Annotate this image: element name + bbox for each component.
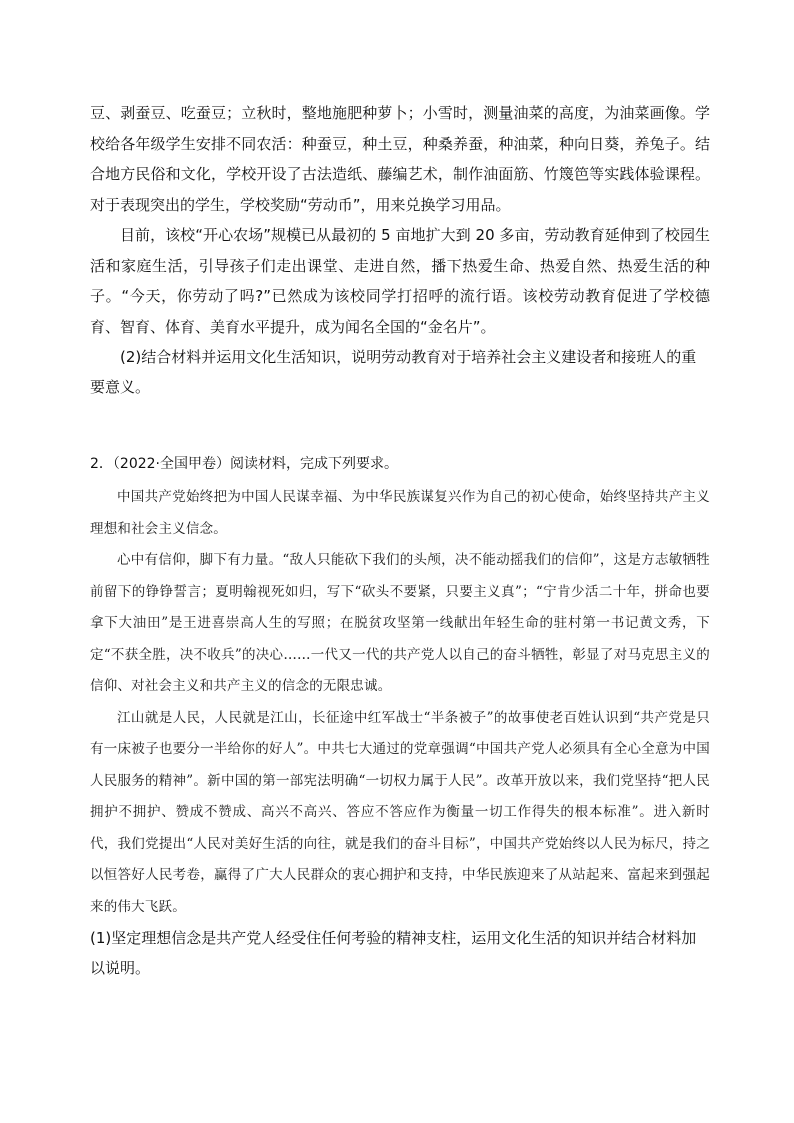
question-1-prompt: (1)坚定理想信念是共产党人经受住任何考验的精神支柱，运用文化生活的知识并结合材料加以说明。 bbox=[90, 929, 697, 977]
quote-paragraph-3: 江山就是人民，人民就是江山，长征途中红军战士“半条被子”的故事使老百姓认识到“共产党是只有一床被子也要分一半给你的好人”。中共七大通过的党章强调“中国共产党人必须具有全心全意为中国人民服务的精神”。新中国的第一部宪法明确“一切权力属于人民”。改革开放以来，我们党坚持“把人民拥护不拥护、赞成不赞成、高兴不高兴、答应不答应作为衡量一切工作得失的根本标准”。进入新时代，我们党提出“人民对美好生活的向往，就是我们的奋斗目标”，中国共产党始终以人民为标尺，持之以恒答好人民考卷，赢得了广大人民群众的衷心拥护和支持，中华民族迎来了从站起来、富起来到强起来的伟大飞跃。 bbox=[90, 709, 710, 915]
material-paragraph-1: 豆、剥蚕豆、吃蚕豆；立秋时，整地施肥种萝卜；小雪时，测量油菜的高度，为油菜画像。学校给各年级学生安排不同农活：种蚕豆，种土豆，种桑养蚕，种油菜，种向日葵，养兔子。结合地方民俗和文化，学校开设了古法造纸、藤编艺术，制作油面筋、竹篾笆等实践体验课程。对于表现突出的学生，学校奖励“劳动币”，用来兑换学习用品。 bbox=[90, 104, 710, 214]
quote-paragraph-2: 心中有信仰，脚下有力量。“敌人只能砍下我们的头颅，决不能动摇我们的信仰”，这是方志敏牺牲前留下的铮铮誓言；夏明翰视死如归，写下“砍头不要紧，只要主义真”；“宁肯少活二十年，拼命也要拿下大油田”是王进喜崇高人生的写照；在脱贫攻坚第一线献出年轻生命的驻村第一书记黄文秀，下定“不获全胜，决不收兵”的决心……一代又一代的共产党人以自己的奋斗牺牲，彰显了对马克思主义的信仰、对社会主义和共产主义的信念的无限忠诚。 bbox=[90, 552, 710, 694]
question-2-prompt: (2)结合材料并运用文化生活知识，说明劳动教育对于培养社会主义建设者和接班人的重要意义。 bbox=[90, 348, 697, 396]
material-continuation bbox=[90, 98, 710, 402]
question-heading: 2．（2022·全国甲卷）阅读材料，完成下列要求。 bbox=[90, 456, 398, 472]
question-block-2 bbox=[90, 452, 710, 476]
material-quote bbox=[90, 482, 710, 983]
quote-paragraph-1: 中国共产党始终把为中国人民谋幸福、为中华民族谋复兴作为自己的初心使命，始终坚持共产主义理想和社会主义信念。 bbox=[90, 489, 710, 537]
material-paragraph-2: 目前，该校“开心农场”规模已从最初的 5 亩地扩大到 20 多亩，劳动教育延伸到了校园生活和家庭生活，引导孩子们走出课堂、走进自然，播下热爱生命、热爱自然、热爱生活的种子。“今天，你劳动了吗?”已然成为该校同学打招呼的流行语。该校劳动教育促进了学校德育、智育、体育、美育水平提升，成为闻名全国的“金名片”。 bbox=[90, 226, 710, 336]
